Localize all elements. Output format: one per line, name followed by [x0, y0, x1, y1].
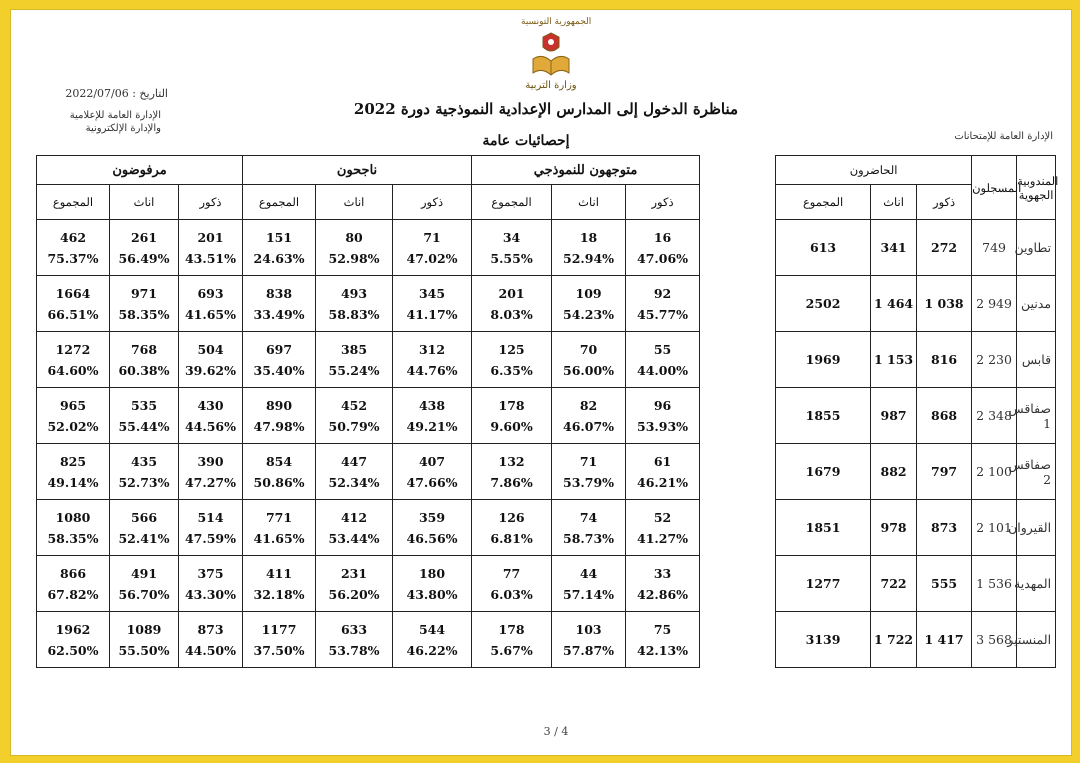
passed-female-cell-count: 385: [340, 341, 368, 357]
table-row: [37, 276, 1056, 332]
rejected-female-cell: [110, 220, 179, 276]
present-male-cell: 1 417: [917, 612, 972, 668]
table-row: [37, 388, 1056, 444]
header-present-male: ذكور: [917, 185, 972, 220]
passed-total-cell: [243, 612, 316, 668]
rejected-male-cell-count: 201: [197, 229, 224, 245]
header-passed-male: ذكور: [393, 185, 472, 220]
passed-total-cell: [243, 556, 316, 612]
rejected-female-cell-percent: 56.49%: [118, 250, 170, 266]
rejected-total-cell-percent: 66.51%: [47, 306, 99, 322]
rejected-female-cell-count: 535: [130, 397, 158, 413]
passed-female-cell: [316, 556, 393, 612]
passed-total-cell-percent: 37.50%: [253, 642, 305, 658]
rejected-female-cell-count: 435: [130, 453, 158, 469]
passed-total-cell-percent: 50.86%: [253, 474, 305, 490]
oriented-total-cell: [472, 332, 552, 388]
present-male-cell: 797: [917, 444, 972, 500]
present-male-cell: 1 038: [917, 276, 972, 332]
present-total-cell: 1855: [776, 388, 871, 444]
table-row: [37, 556, 1056, 612]
present-male-cell: 873: [917, 500, 972, 556]
passed-female-cell-count: 412: [340, 509, 368, 525]
oriented-male-cell-percent: 44.00%: [637, 362, 689, 378]
rejected-male-cell-percent: 41.65%: [184, 306, 237, 322]
header-rejected-male: ذكور: [179, 185, 243, 220]
rejected-total-cell-percent: 64.60%: [47, 362, 99, 378]
passed-female-cell-percent: 53.44%: [328, 530, 380, 546]
rejected-female-cell-percent: 55.50%: [118, 642, 170, 658]
registered-cell: 749: [972, 220, 1017, 276]
region-cell: صفاقس 1: [1017, 388, 1056, 444]
rejected-female-cell-percent: 52.41%: [118, 530, 170, 546]
oriented-female-cell-percent: 52.94%: [563, 250, 615, 266]
rejected-male-cell-count: 873: [197, 621, 224, 637]
region-cell: المهدية: [1017, 556, 1056, 612]
page-number: 3 / 4: [543, 725, 569, 738]
passed-male-cell-percent: 44.76%: [406, 362, 458, 378]
oriented-male-cell-count: 55: [653, 341, 672, 357]
rejected-total-cell: [37, 276, 110, 332]
present-total-cell: 2502: [776, 276, 871, 332]
rejected-male-cell-count: 390: [197, 453, 224, 469]
present-male-cell: 868: [917, 388, 972, 444]
table-row: [37, 500, 1056, 556]
passed-female-cell: [316, 332, 393, 388]
rejected-male-cell-percent: 44.50%: [184, 642, 237, 658]
header-oriented-male: ذكور: [626, 185, 700, 220]
passed-male-cell-percent: 43.80%: [406, 586, 458, 602]
passed-total-cell: [243, 388, 316, 444]
oriented-female-cell-count: 109: [575, 285, 602, 301]
date-label: التاريخ :: [132, 87, 168, 100]
table-row: [37, 612, 1056, 668]
oriented-male-cell-percent: 47.06%: [637, 250, 689, 266]
oriented-male-cell-count: 52: [653, 509, 672, 525]
passed-female-cell-percent: 55.24%: [328, 362, 380, 378]
date-line: [43, 87, 168, 100]
rejected-total-cell-percent: 58.35%: [47, 530, 99, 546]
passed-total-cell-count: 890: [265, 397, 293, 413]
oriented-female-cell-count: 103: [575, 621, 602, 637]
passed-female-cell-percent: 53.78%: [328, 642, 380, 658]
passed-total-cell-count: 411: [265, 565, 293, 581]
rejected-male-cell: [179, 444, 243, 500]
oriented-total-cell-count: 132: [498, 453, 525, 469]
passed-total-cell: [243, 500, 316, 556]
rejected-total-cell-percent: 62.50%: [47, 642, 99, 658]
table-row: [37, 444, 1056, 500]
oriented-female-cell-percent: 53.79%: [563, 474, 615, 490]
passed-total-cell-percent: 32.18%: [253, 586, 305, 602]
rejected-male-cell-count: 514: [197, 509, 224, 525]
passed-total-cell-count: 771: [265, 509, 293, 525]
oriented-total-cell-percent: 6.35%: [490, 362, 533, 378]
oriented-total-cell-percent: 9.60%: [490, 418, 533, 434]
rejected-male-cell-percent: 43.30%: [184, 586, 237, 602]
passed-female-cell: [316, 220, 393, 276]
passed-total-cell-percent: 41.65%: [253, 530, 305, 546]
oriented-total-cell-count: 77: [502, 565, 521, 581]
region-cell: مدنين: [1017, 276, 1056, 332]
passed-total-cell-percent: 47.98%: [253, 418, 305, 434]
oriented-female-cell-percent: 46.07%: [563, 418, 615, 434]
oriented-female-cell-count: 82: [579, 397, 598, 413]
rejected-male-cell: [179, 220, 243, 276]
passed-male-cell: [393, 220, 472, 276]
rejected-male-cell: [179, 276, 243, 332]
oriented-male-cell-count: 33: [653, 565, 672, 581]
rejected-female-cell: [110, 612, 179, 668]
passed-male-cell-count: 438: [418, 397, 446, 413]
passed-male-cell: [393, 500, 472, 556]
republic-label: الجمهورية التونسية: [521, 17, 592, 27]
oriented-male-cell-percent: 46.21%: [637, 474, 689, 490]
oriented-female-cell-count: 70: [579, 341, 598, 357]
rejected-male-cell-percent: 39.62%: [184, 362, 237, 378]
rejected-male-cell-count: 504: [197, 341, 224, 357]
header-present-total: المجموع: [776, 185, 871, 220]
rejected-female-cell-count: 1089: [126, 621, 162, 637]
oriented-male-cell-percent: 53.93%: [637, 418, 689, 434]
oriented-female-cell: [552, 276, 626, 332]
rejected-total-cell-count: 1962: [55, 621, 91, 637]
present-total-cell: 1851: [776, 500, 871, 556]
region-cell: تطاوين: [1017, 220, 1056, 276]
oriented-female-cell: [552, 332, 626, 388]
passed-female-cell-count: 447: [340, 453, 368, 469]
oriented-female-cell-count: 71: [579, 453, 598, 469]
oriented-total-cell: [472, 556, 552, 612]
oriented-male-cell-count: 75: [653, 621, 672, 637]
passed-male-cell: [393, 444, 472, 500]
rejected-female-cell: [110, 556, 179, 612]
passed-male-cell-count: 180: [418, 565, 446, 581]
passed-total-cell-count: 697: [265, 341, 293, 357]
present-female-cell: 1 153: [871, 332, 917, 388]
present-total-cell: 3139: [776, 612, 871, 668]
rejected-total-cell-count: 1080: [55, 509, 91, 525]
passed-male-cell: [393, 388, 472, 444]
passed-total-cell-count: 838: [265, 285, 293, 301]
rejected-male-cell: [179, 556, 243, 612]
header-present-female: اناث: [871, 185, 917, 220]
rejected-total-cell: [37, 444, 110, 500]
rejected-female-cell: [110, 444, 179, 500]
rejected-total-cell: [37, 612, 110, 668]
rejected-female-cell: [110, 500, 179, 556]
rejected-total-cell: [37, 556, 110, 612]
oriented-female-cell: [552, 556, 626, 612]
present-total-cell: 1679: [776, 444, 871, 500]
registered-cell: 1 536: [972, 556, 1017, 612]
oriented-male-cell: [626, 556, 700, 612]
rejected-female-cell-count: 566: [130, 509, 158, 525]
oriented-total-cell-count: 125: [498, 341, 525, 357]
passed-male-cell-percent: 41.17%: [406, 306, 458, 322]
passed-female-cell-count: 452: [340, 397, 368, 413]
present-female-cell: 341: [871, 220, 917, 276]
rejected-male-cell: [179, 388, 243, 444]
passed-total-cell-count: 151: [265, 229, 293, 245]
passed-total-cell: [243, 444, 316, 500]
oriented-female-cell-count: 18: [579, 229, 598, 245]
present-female-cell: 882: [871, 444, 917, 500]
rejected-female-cell-percent: 52.73%: [118, 474, 170, 490]
present-male-cell: 816: [917, 332, 972, 388]
passed-female-cell-count: 493: [340, 285, 368, 301]
oriented-total-cell-percent: 7.86%: [490, 474, 533, 490]
oriented-female-cell: [552, 444, 626, 500]
present-male-cell: 272: [917, 220, 972, 276]
oriented-female-cell-percent: 57.87%: [563, 642, 615, 658]
passed-total-cell-percent: 24.63%: [253, 250, 305, 266]
oriented-female-cell: [552, 220, 626, 276]
oriented-total-cell: [472, 276, 552, 332]
passed-male-cell-count: 71: [423, 229, 441, 245]
rejected-male-cell-count: 375: [197, 565, 224, 581]
rejected-male-cell-percent: 43.51%: [184, 250, 237, 266]
oriented-total-cell: [472, 444, 552, 500]
passed-total-cell: [243, 220, 316, 276]
rejected-male-cell-percent: 47.59%: [184, 530, 237, 546]
document-page: [10, 9, 1072, 756]
oriented-total-cell-percent: 6.03%: [490, 586, 533, 602]
table-body: [37, 220, 1056, 668]
rejected-male-cell-percent: 47.27%: [184, 474, 237, 490]
rejected-total-cell-count: 1272: [55, 341, 91, 357]
oriented-total-cell: [472, 500, 552, 556]
registered-cell: 2 100: [972, 444, 1017, 500]
dept-media-line2: والإدارة الإلكترونية: [85, 123, 161, 134]
oriented-female-cell: [552, 500, 626, 556]
present-male-cell: 555: [917, 556, 972, 612]
region-cell: القيروان: [1017, 500, 1056, 556]
oriented-female-cell-percent: 57.14%: [563, 586, 615, 602]
oriented-female-cell: [552, 388, 626, 444]
header-oriented-total: المجموع: [472, 185, 552, 220]
registered-cell: 2 101: [972, 500, 1017, 556]
table-row: [37, 332, 1056, 388]
oriented-male-cell-count: 92: [653, 285, 672, 301]
registered-cell: 3 568: [972, 612, 1017, 668]
passed-male-cell-count: 544: [418, 621, 446, 637]
passed-male-cell: [393, 332, 472, 388]
oriented-total-cell: [472, 612, 552, 668]
passed-total-cell-percent: 35.40%: [253, 362, 305, 378]
passed-male-cell: [393, 556, 472, 612]
rejected-male-cell: [179, 612, 243, 668]
rejected-female-cell-percent: 60.38%: [118, 362, 170, 378]
passed-female-cell: [316, 500, 393, 556]
date-value: 2022/07/06: [65, 87, 129, 100]
ministry-emblem: [521, 17, 592, 99]
page-title: مناظرة الدخول إلى المدارس الإعدادية النموذجية دورة 2022: [353, 100, 739, 118]
passed-female-cell-percent: 50.79%: [328, 418, 380, 434]
present-female-cell: 1 722: [871, 612, 917, 668]
rejected-female-cell-count: 261: [130, 229, 158, 245]
oriented-female-cell-percent: 56.00%: [563, 362, 615, 378]
rejected-total-cell-count: 866: [59, 565, 87, 581]
rejected-female-cell: [110, 276, 179, 332]
dept-media-line1: الإدارة العامة للإعلامية: [69, 110, 161, 121]
passed-female-cell-percent: 52.98%: [328, 250, 380, 266]
header-passed-female: اناث: [316, 185, 393, 220]
rejected-female-cell-percent: 55.44%: [118, 418, 170, 434]
oriented-total-cell: [472, 220, 552, 276]
passed-female-cell-percent: 52.34%: [328, 474, 380, 490]
region-cell: صفاقس 2: [1017, 444, 1056, 500]
oriented-male-cell-count: 61: [653, 453, 672, 469]
passed-female-cell-count: 231: [340, 565, 368, 581]
passed-male-cell: [393, 276, 472, 332]
header-rejected: مرفوضون: [37, 156, 243, 185]
registered-cell: 2 949: [972, 276, 1017, 332]
present-female-cell: 722: [871, 556, 917, 612]
rejected-female-cell-percent: 58.35%: [118, 306, 170, 322]
oriented-total-cell-percent: 8.03%: [490, 306, 533, 322]
header-passed-total: المجموع: [243, 185, 316, 220]
oriented-male-cell-percent: 42.86%: [637, 586, 689, 602]
registered-cell: 2 230: [972, 332, 1017, 388]
oriented-female-cell-count: 74: [579, 509, 598, 525]
oriented-female-cell-percent: 58.73%: [563, 530, 615, 546]
rejected-female-cell-count: 768: [130, 341, 158, 357]
passed-male-cell-count: 359: [418, 509, 446, 525]
oriented-male-cell-percent: 41.27%: [637, 530, 689, 546]
oriented-total-cell-count: 178: [498, 397, 525, 413]
rejected-total-cell: [37, 388, 110, 444]
rejected-total-cell-count: 965: [59, 397, 87, 413]
rejected-total-cell: [37, 220, 110, 276]
header-passed: ناجحون: [243, 156, 472, 185]
oriented-male-cell: [626, 220, 700, 276]
passed-total-cell-percent: 33.49%: [253, 306, 305, 322]
passed-total-cell-count: 854: [265, 453, 293, 469]
rejected-total-cell-count: 825: [59, 453, 87, 469]
page-subtitle: إحصائيات عامة: [482, 133, 570, 149]
rejected-total-cell-percent: 49.14%: [47, 474, 99, 490]
oriented-total-cell-percent: 5.55%: [490, 250, 533, 266]
header-registered: المسجلون: [972, 156, 1017, 220]
present-total-cell: 613: [776, 220, 871, 276]
passed-total-cell: [243, 332, 316, 388]
rejected-female-cell-count: 971: [130, 285, 158, 301]
passed-male-cell-percent: 47.66%: [406, 474, 458, 490]
rejected-male-cell: [179, 500, 243, 556]
rejected-female-cell-count: 491: [130, 565, 158, 581]
rejected-male-cell-count: 430: [197, 397, 224, 413]
passed-female-cell-count: 633: [340, 621, 368, 637]
emblem-book-icon: [529, 29, 573, 79]
oriented-male-cell-percent: 45.77%: [637, 306, 689, 322]
present-total-cell: 1277: [776, 556, 871, 612]
rejected-total-cell-percent: 67.82%: [47, 586, 99, 602]
header-region: المندوبية الجهوية: [1017, 156, 1056, 220]
oriented-total-cell-percent: 5.67%: [490, 642, 533, 658]
oriented-total-cell-percent: 6.81%: [490, 530, 533, 546]
statistics-table: [36, 155, 1059, 668]
oriented-total-cell-count: 178: [498, 621, 525, 637]
passed-female-cell: [316, 276, 393, 332]
oriented-total-cell-count: 34: [502, 229, 521, 245]
header-oriented: متوجهون للنموذجي: [472, 156, 700, 185]
oriented-female-cell-percent: 54.23%: [563, 306, 615, 322]
header-rejected-total: المجموع: [37, 185, 110, 220]
rejected-total-cell: [37, 332, 110, 388]
ministry-label: وزارة التربية: [525, 80, 577, 91]
passed-female-cell: [316, 388, 393, 444]
rejected-male-cell: [179, 332, 243, 388]
passed-total-cell: [243, 276, 316, 332]
oriented-male-cell: [626, 612, 700, 668]
passed-female-cell-percent: 56.20%: [328, 586, 380, 602]
passed-male-cell-count: 345: [418, 285, 446, 301]
table-row: [37, 220, 1056, 276]
oriented-male-cell: [626, 332, 700, 388]
oriented-male-cell: [626, 500, 700, 556]
present-female-cell: 1 464: [871, 276, 917, 332]
oriented-total-cell: [472, 388, 552, 444]
oriented-total-cell-count: 201: [498, 285, 525, 301]
region-cell: المنستير: [1017, 612, 1056, 668]
header-present: الحاضرون: [776, 156, 972, 185]
dept-exams: الإدارة العامة للإمتحانات: [954, 131, 1053, 142]
rejected-total-cell-count: 462: [59, 229, 87, 245]
passed-female-cell: [316, 612, 393, 668]
registered-cell: 2 348: [972, 388, 1017, 444]
passed-male-cell-percent: 46.22%: [406, 642, 458, 658]
oriented-total-cell-count: 126: [498, 509, 525, 525]
passed-male-cell: [393, 612, 472, 668]
rejected-female-cell-percent: 56.70%: [118, 586, 170, 602]
passed-male-cell-percent: 49.21%: [406, 418, 458, 434]
oriented-male-cell: [626, 444, 700, 500]
rejected-female-cell: [110, 388, 179, 444]
passed-male-cell-percent: 47.02%: [406, 250, 458, 266]
oriented-male-cell: [626, 276, 700, 332]
header-oriented-female: اناث: [552, 185, 626, 220]
present-female-cell: 987: [871, 388, 917, 444]
rejected-total-cell-percent: 52.02%: [47, 418, 99, 434]
passed-female-cell-count: 80: [345, 229, 363, 245]
oriented-male-cell-count: 96: [653, 397, 672, 413]
region-cell: قابس: [1017, 332, 1056, 388]
oriented-female-cell-count: 44: [579, 565, 598, 581]
passed-total-cell-count: 1177: [261, 621, 297, 637]
rejected-total-cell-count: 1664: [55, 285, 91, 301]
rejected-total-cell: [37, 500, 110, 556]
present-female-cell: 978: [871, 500, 917, 556]
oriented-female-cell: [552, 612, 626, 668]
rejected-female-cell: [110, 332, 179, 388]
oriented-male-cell: [626, 388, 700, 444]
passed-female-cell: [316, 444, 393, 500]
passed-male-cell-percent: 46.56%: [406, 530, 458, 546]
oriented-male-cell-count: 16: [653, 229, 672, 245]
rejected-total-cell-percent: 75.37%: [47, 250, 99, 266]
dept-media: [31, 109, 161, 135]
passed-male-cell-count: 407: [418, 453, 446, 469]
passed-male-cell-count: 312: [418, 341, 446, 357]
rejected-male-cell-count: 693: [197, 285, 224, 301]
present-total-cell: 1969: [776, 332, 871, 388]
passed-female-cell-percent: 58.83%: [328, 306, 380, 322]
header-rejected-female: اناث: [110, 185, 179, 220]
rejected-male-cell-percent: 44.56%: [184, 418, 237, 434]
oriented-male-cell-percent: 42.13%: [637, 642, 689, 658]
